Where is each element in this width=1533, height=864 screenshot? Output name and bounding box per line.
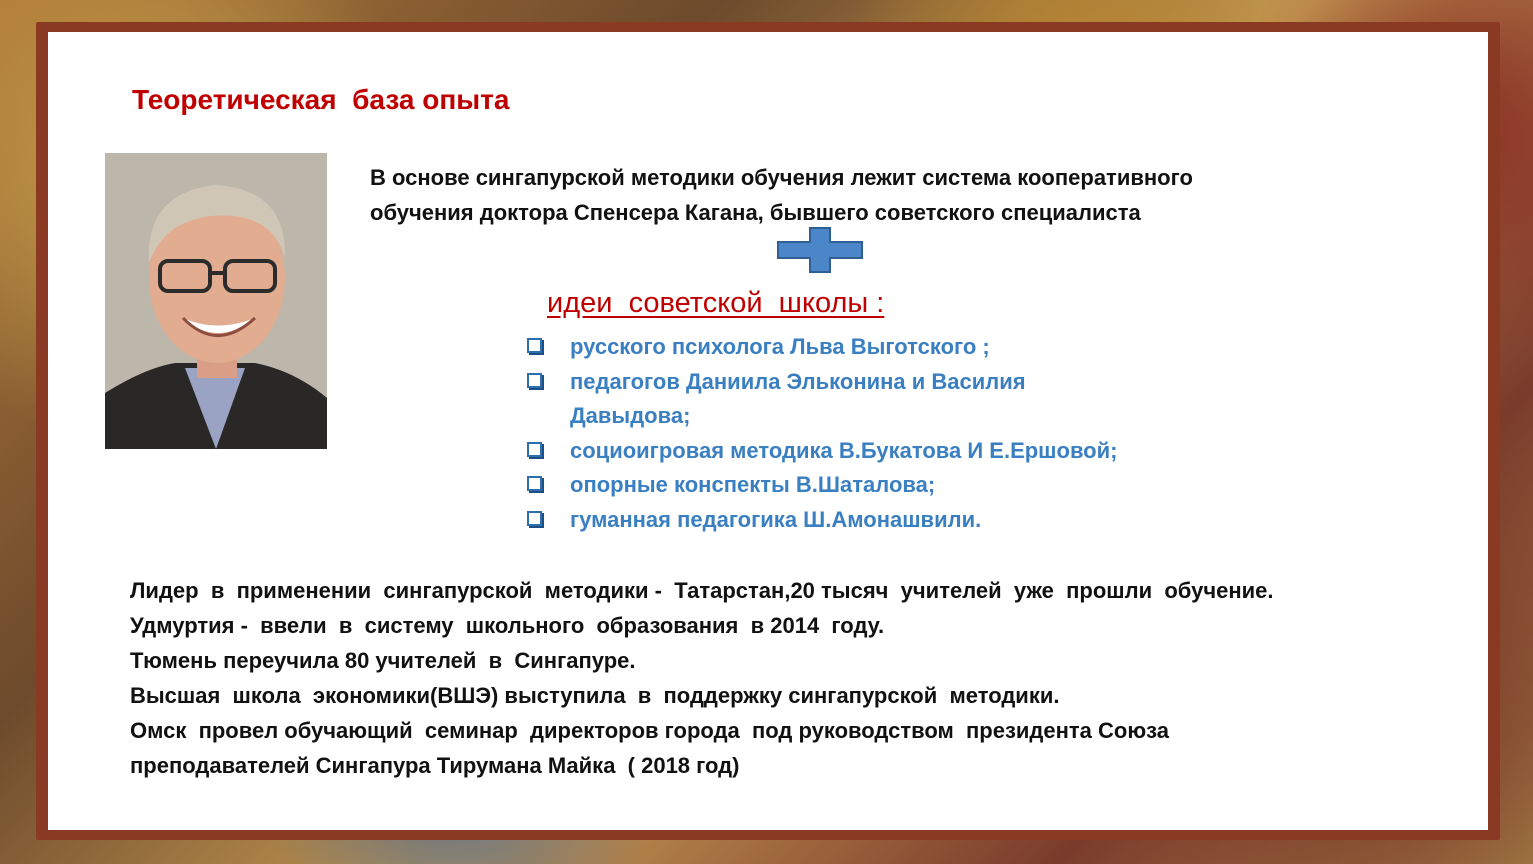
intro-line: обучения доктора Спенсера Кагана, бывшего советского специалиста [370,200,1141,225]
intro-line: В основе сингапурской методики обучения лежит система кооперативного [370,165,1193,190]
plus-icon [776,226,864,274]
checkbox-bullet-icon [527,373,542,388]
list-item [527,365,1207,434]
intro-text [370,160,1370,230]
summary-line: Лидер в применении сингапурской методики - Татарстан,20 тысяч учителей уже прошли обучение. [130,578,1274,603]
list-item [527,330,1207,365]
list-item-label: гуманная педагогика Ш.Амонашвили. [570,506,982,532]
summary-line: Омск провел обучающий семинар директоров города под руководством президента Союза [130,718,1170,743]
list-item [527,468,1207,503]
list-item [527,434,1207,469]
list-item-label: социоигровая методика В.Букатова И Е.Ершовой; [570,437,1118,463]
ideas-list [527,330,1207,537]
summary-line: Высшая школа экономики(ВШЭ) выступила в поддержку сингапурской методики. [130,683,1060,708]
list-item-label: русского психолога Льва Выготского ; [570,334,990,359]
checkbox-bullet-icon [527,476,542,491]
checkbox-bullet-icon [527,511,542,526]
list-item-label: опорные конспекты В.Шаталова; [570,472,936,497]
summary-text [130,573,1450,783]
portrait-photo [105,153,327,449]
summary-line: преподавателей Сингапура Тирумана Майка ( 2018 год) [130,753,740,778]
checkbox-bullet-icon [527,338,542,353]
summary-line: Удмуртия - ввели в систему школьного образования в 2014 году. [130,613,885,638]
checkbox-bullet-icon [527,442,542,457]
list-item [527,503,1207,538]
ideas-heading: идеи советской школы : [547,287,885,319]
slide-title: Теоретическая база опыта [132,84,510,115]
list-item-label: педагогов Даниила Эльконина и Василия Давыдова; [570,368,1026,428]
summary-line: Тюмень переучила 80 учителей в Сингапуре. [130,648,636,673]
